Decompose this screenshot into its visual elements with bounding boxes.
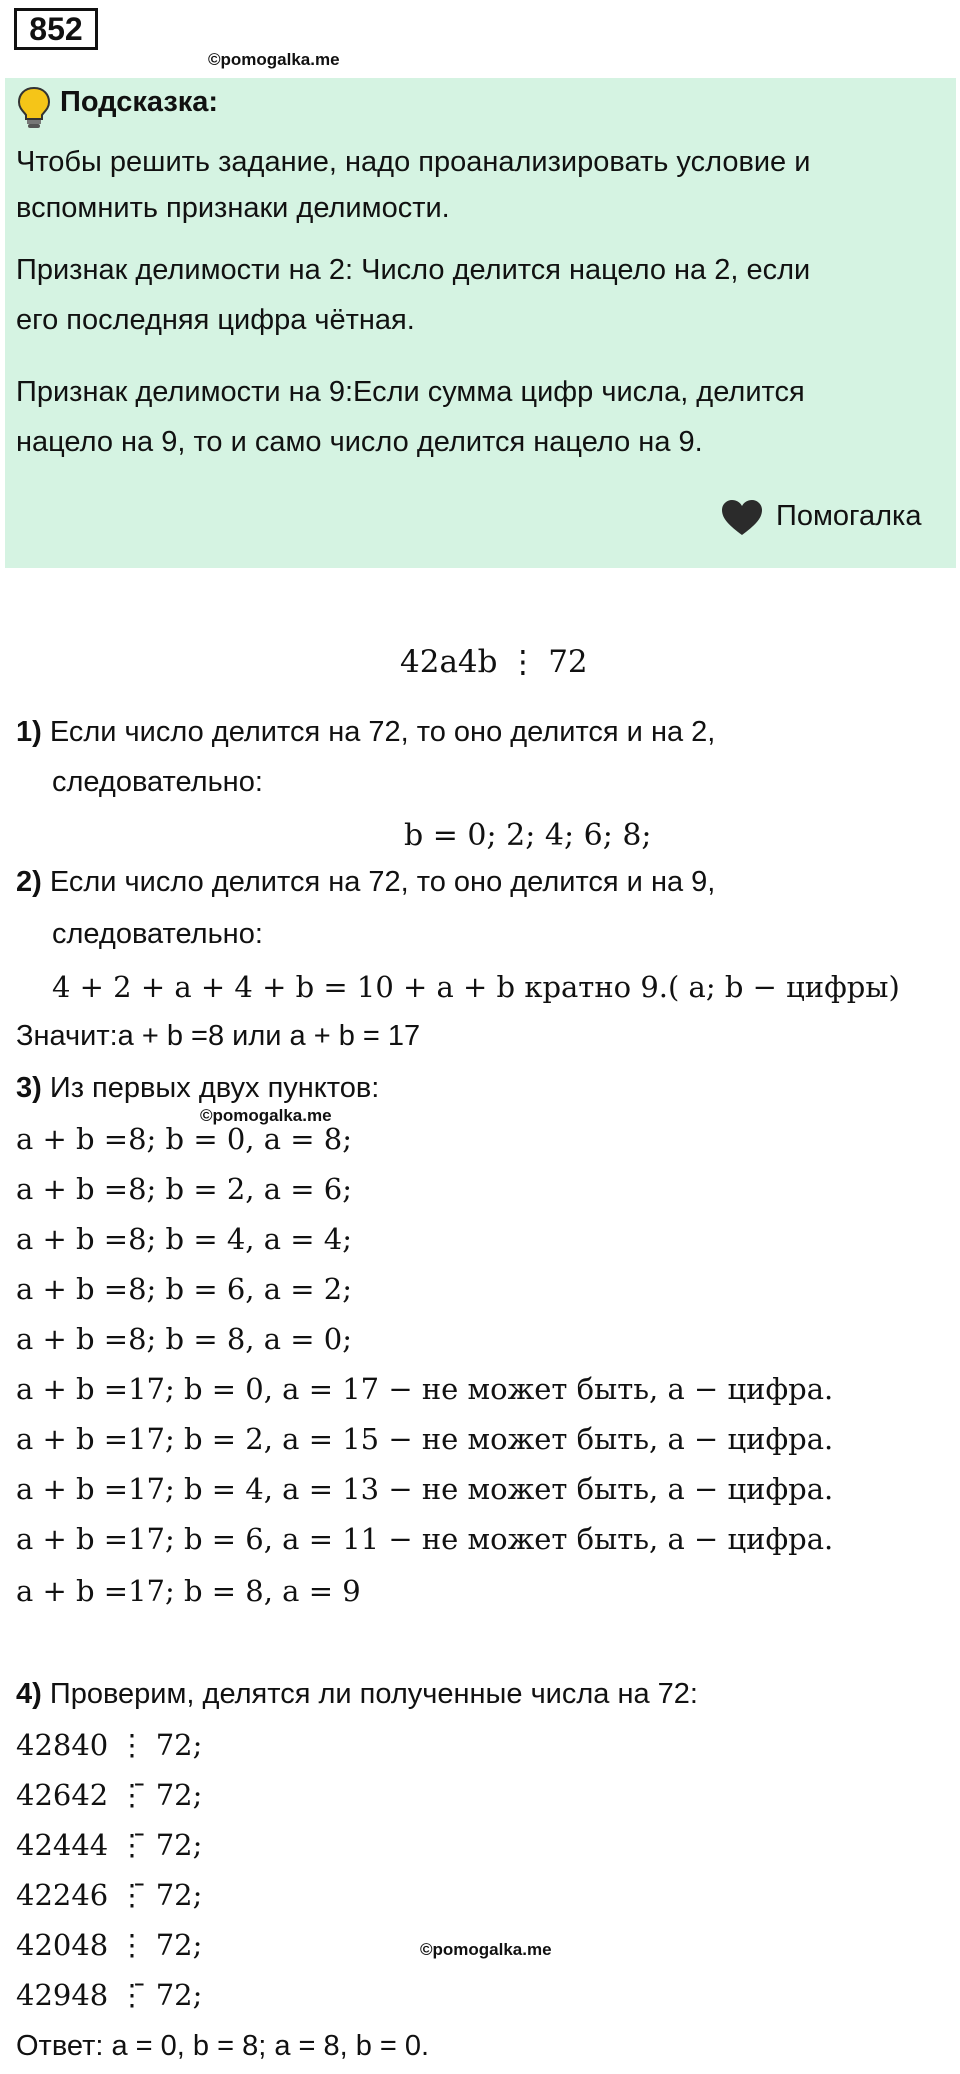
formula: 4 + 2 + a + 4 + b = 10 + a + b кратно 9.( a; b − цифры) [52,970,900,1004]
check-line: 42048 ⋮ 72; [16,1928,203,1962]
task-number: 852 [14,8,98,50]
case-line: a + b =17; b = 0, a = 17 − не может быть, a − цифра. [16,1372,834,1406]
case-line: a + b =8; b = 6, a = 2; [16,1272,352,1306]
case-line: a + b =8; b = 2, a = 6; [16,1172,352,1206]
case-line: a + b =17; b = 2, a = 15 − не может быть, a − цифра. [16,1422,834,1456]
step-2 [16,866,715,899]
formula: b = 0; 2; 4; 6; 8; [404,818,652,853]
case-line: a + b =17; b = 6, a = 11 − не может быть, a − цифра. [16,1522,834,1556]
case-line: a + b =8; b = 0, a = 8; [16,1122,352,1156]
watermark-top: ©pomogalka.me [208,50,340,69]
check-line: 42642 ⋮̄ 72; [16,1778,203,1812]
main-expression: 42a4b ⋮ 72 [400,644,588,680]
lightbulb-icon [16,86,52,130]
step-text: следовательно: [52,918,263,950]
step-1 [16,716,715,749]
answer: Ответ: a = 0, b = 8; a = 8, b = 0. [16,2030,430,2062]
check-line: 42948 ⋮̄ 72; [16,1978,203,2012]
step-number: 4) [16,1678,42,1710]
hint-title: Подсказка: [60,86,219,118]
hint-text-line: вспомнить признаки делимости. [16,192,450,224]
conclusion: Значит:a + b =8 или a + b = 17 [16,1020,421,1052]
hint-text-line: Признак делимости на 2: Число делится нацело на 2, если [16,254,811,286]
check-line: 42444 ⋮̄ 72; [16,1828,203,1862]
case-line: a + b =17; b = 8, a = 9 [16,1574,361,1608]
case-line: a + b =8; b = 8, a = 0; [16,1322,352,1356]
check-line: 42246 ⋮̄ 72; [16,1878,203,1912]
heart-icon [720,498,764,538]
hint-text-line: Признак делимости на 9:Если сумма цифр числа, делится [16,376,805,408]
watermark-bottom: ©pomogalka.me [420,1940,552,1959]
watermark-middle: ©pomogalka.me [200,1106,332,1125]
step-text: Если число делится на 72, то оно делится и на 9, [41,866,716,898]
step-text: Из первых двух пунктов: [41,1072,380,1104]
step-number: 1) [16,716,42,748]
step-text: следовательно: [52,766,263,798]
check-line: 42840 ⋮ 72; [16,1728,203,1762]
step-3 [16,1072,379,1105]
step-number: 2) [16,866,42,898]
case-line: a + b =8; b = 4, a = 4; [16,1222,352,1256]
step-4 [16,1678,698,1711]
step-text: Если число делится на 72, то оно делится и на 2, [41,716,716,748]
hint-text-line: нацело на 9, то и само число делится нацело на 9. [16,426,703,458]
hint-text-line: Чтобы решить задание, надо проанализировать условие и [16,146,811,178]
step-number: 3) [16,1072,42,1104]
case-line: a + b =17; b = 4, a = 13 − не может быть, a − цифра. [16,1472,834,1506]
step-text: Проверим, делятся ли полученные числа на 72: [41,1678,698,1710]
brand-name: Помогалка [776,500,922,532]
hint-text-line: его последняя цифра чётная. [16,304,415,336]
